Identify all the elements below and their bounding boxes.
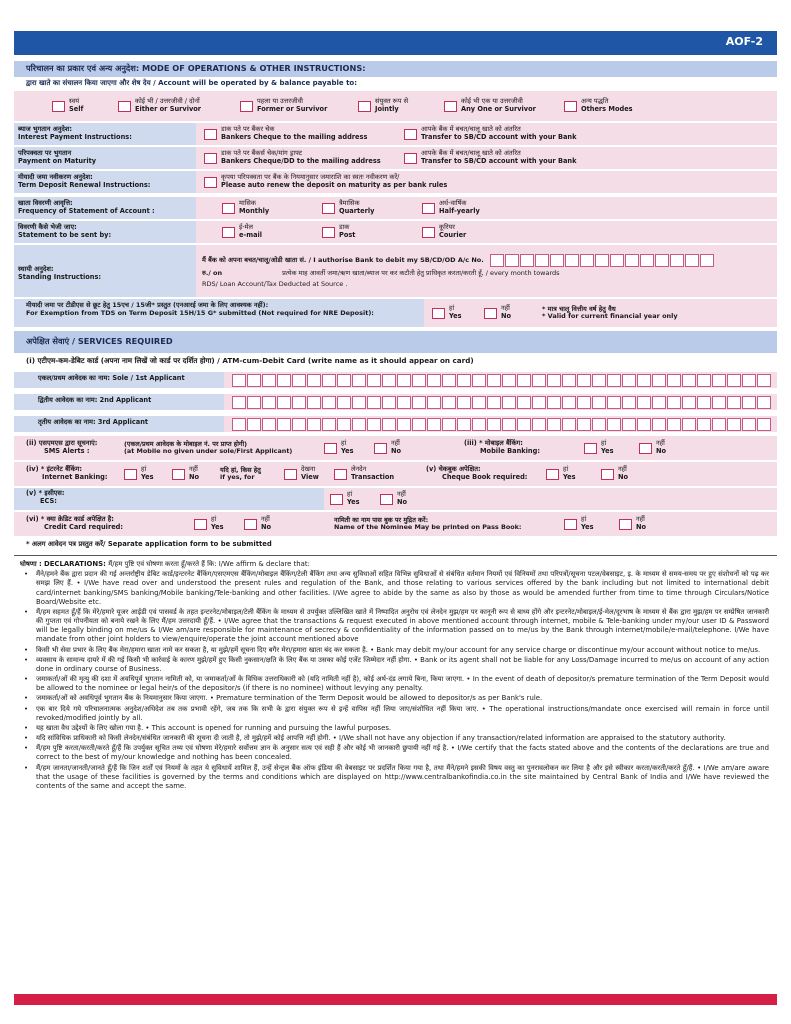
checkbox[interactable] <box>404 129 417 140</box>
char-cell[interactable] <box>727 418 741 431</box>
declarations-section <box>14 560 777 990</box>
declaration-item: • मैंने/हमने बैंक द्वारा प्रदान की गई अन्तर्राष्ट्रीय डेबिट कार्ड/इन्टरनेट बैंकिंग/एसएमएस बैंकिंग/मोबाइल बैंकिंग/टेली बैंकिंग तथा अन्य सुविधाओं सहित विभिन्न सुविधाओं से संबंधित वर्तमान नियमों एवं विनियमों तथा परिपत्रों/सूचना पटल/वेबसाइट, इ. के माध्यम से समय-समय पर हुए संशोधनों को पढ़ कर समझ लिए हैं. • I/We have read over and understood the present rules and regulation of the Bank, and those relating to various services offered by the bank including but not limited to international debit card/internet banking/SMS banking/Mobile banking/Tele-banking and other facilities. I/We agree to abide by the same as also by those as would be amended further from time to time through Circulars/Notice Board/Website etc. <box>20 570 769 607</box>
char-cell[interactable] <box>397 374 411 387</box>
atm-card-label: (i) एटीएम-कम-डेबिट कार्ड (अपना नाम लिखें जो कार्ड पर दर्शित होगा) / ATM-cum-Debit Card (write name as it should appear on card) <box>26 356 474 365</box>
char-cell[interactable] <box>457 418 471 431</box>
sb-account-number-field[interactable] <box>490 254 715 267</box>
credit-no[interactable]: नहीं No <box>244 516 334 531</box>
char-cell[interactable] <box>562 418 576 431</box>
char-cell[interactable] <box>292 396 306 409</box>
ecs-label: (v) * इसीएस: ECS: <box>14 488 324 510</box>
interest-transfer-option[interactable]: आपके बैंक में बचत/चालू खाते को अंतरित Transfer to SB/CD account with your Bank <box>404 126 624 141</box>
char-cell[interactable] <box>427 418 441 431</box>
char-cell[interactable] <box>532 396 546 409</box>
char-cell[interactable] <box>562 374 576 387</box>
internet-yes[interactable]: हां Yes <box>124 466 172 481</box>
checkbox[interactable] <box>124 469 137 480</box>
char-cell[interactable] <box>607 418 621 431</box>
char-cell[interactable] <box>757 374 771 387</box>
applicant-1-name-field[interactable] <box>232 374 772 387</box>
cheque-yes[interactable]: हां Yes <box>546 466 601 481</box>
char-cell[interactable] <box>307 418 321 431</box>
frequency-label: खाता विवरणी आवृत्ति: Frequency of Statement of Account : <box>14 197 196 219</box>
char-cell[interactable] <box>382 396 396 409</box>
char-cell[interactable] <box>232 374 246 387</box>
char-cell[interactable] <box>682 418 696 431</box>
checkbox[interactable] <box>330 494 343 505</box>
frequency-row <box>14 197 777 219</box>
applicant-2-row <box>14 394 777 410</box>
char-cell[interactable] <box>487 396 501 409</box>
char-cell[interactable] <box>442 396 456 409</box>
tds-yes[interactable]: हां Yes <box>432 305 484 320</box>
declaration-item: • किसी भी सेवा प्रभार के लिए बैंक मेरा/हमारा खाता नामे कर सकता है, या मुझे/हमें सूचना दिए बगैर मेरा/हमारा खाता बंद कर सकता है. • Bank may debit my/our account for any service charge or discontinue my/our account without notice to me/us. <box>20 646 769 655</box>
credit-nominee-row <box>14 512 777 536</box>
ecs-no[interactable]: नहीं No <box>380 491 430 506</box>
char-cell[interactable] <box>382 418 396 431</box>
checkbox[interactable] <box>204 129 217 140</box>
mobile-yes[interactable]: हां Yes <box>584 440 639 455</box>
char-cell[interactable] <box>697 396 711 409</box>
char-cell[interactable] <box>367 418 381 431</box>
sent-by-email[interactable]: ई-मेल e-mail <box>222 224 322 239</box>
char-cell[interactable] <box>592 396 606 409</box>
checkbox[interactable] <box>422 227 435 238</box>
checkbox[interactable] <box>222 203 235 214</box>
checkbox[interactable] <box>546 469 559 480</box>
char-cell[interactable] <box>352 418 366 431</box>
mode-former-or-survivor[interactable]: पहला या उत्तरजीवी Former or Survivor <box>240 98 350 113</box>
internet-banking-label: (iv) * इंटरनेट बैंकिंग: Internet Banking: <box>26 465 108 481</box>
sms-note: (एकल/प्रथम आवेदक के मोबाइल नं. पर प्राप्त होगी) (at Mobile no given under sole/First Applicant) <box>124 439 293 455</box>
char-cell[interactable] <box>577 418 591 431</box>
applicant-1-row <box>14 372 777 388</box>
maturity-transfer-option[interactable]: आपके बैंक में बचत/चालू खाते को अंतरित Transfer to SB/CD account with your Bank <box>404 150 624 165</box>
char-cell[interactable] <box>427 396 441 409</box>
mobile-banking-label: (iii) * मोबाइल बैंकिंग: Mobile Banking: <box>464 439 540 455</box>
char-cell[interactable] <box>727 374 741 387</box>
cheque-book-label: (v) चेकबुक अपेक्षित: Cheque Book required: <box>426 465 528 481</box>
checkbox[interactable] <box>52 101 65 112</box>
nominee-yes[interactable]: हां Yes <box>564 516 619 531</box>
checkbox[interactable] <box>322 227 335 238</box>
separate-form-note: * अलग आवेदन पत्र प्रस्तुत करें/ Separate application form to be submitted <box>26 540 272 548</box>
char-cell[interactable] <box>307 374 321 387</box>
nominee-print-label: नामिती का नाम पास बुक पर मुद्रित करें: Name of the Nominee May be printed on Pass Book: <box>334 515 522 531</box>
declaration-item: • मैं/हम सहमत हूँ/हैं कि मेरे/हमारे यूजर आईडी एवं पासवर्ड के तहत इन्टरनेट/मोबाइल/टेली बैंकिंग के माध्यम से उपर्युक्त उल्लिखित खाते में निष्पादित अनुरोध एवं लेनदेन मुझ/हम पर कानूनी रूप से बाध्य होंगे और इन्टरनेट/मोबाइल/ई-मेल/दूरभाष के माध्यम से बैंक द्वारा मुझ/हम पर सम्प्रेषित जानकारी की गुप्तता एवं गोपनीयता को बनाये रखने के लिए मैं/हम उत्तरदायी हूँ/हैं. • I/We agree that the transactions & request executed in above mentioned account through internet, mobile & Tele-banking under my/our user ID & Password will be legally binding on me/us & I/We am/are responsible for maintenance of secrecy & confidentiality of the information passed on to me/us by the Bank through internet/mobile/e-mail/telephone. I/We have mandate from other joint holders to view/enquire/operate the joint account mentioned above <box>20 608 769 645</box>
checkbox[interactable] <box>564 101 577 112</box>
interest-payment-row <box>14 123 777 145</box>
declaration-item: • यह खाता वैध उद्देश्यों के लिए खोला गया है. • This account is opened for running and pursuing the lawful purposes. <box>20 724 769 733</box>
char-cell[interactable] <box>247 396 261 409</box>
sms-no[interactable]: नहीं No <box>374 440 464 455</box>
declaration-item: • जमाकर्ता/ओं की मृत्यु की दशा में अवधिपूर्व भुगतान नामिती को, या जमाकर्ता/ओं के विधिक उत्तराधिकारी को (यदि नामिती नहीं है), कोई अर्थ-दंड लगाये बिना, किया जाएगा. • In the event of death of depositor/s premature termination of the Term Deposit would be allowed to the nominee or legal heir/s of the depositor/s (if there is no nominee) without levying any penalty. <box>20 675 769 693</box>
char-cell[interactable] <box>322 418 336 431</box>
char-cell[interactable] <box>712 396 726 409</box>
checkbox[interactable] <box>194 519 207 530</box>
auto-renew-option[interactable]: कृपया परिपक्वता पर बैंक के नियमानुसार जमाराशि का स्वतः नवीकरण करें/ Please auto renew the deposit on maturity as per bank rules <box>204 174 447 189</box>
checkbox[interactable] <box>244 519 257 530</box>
char-cell[interactable] <box>307 396 321 409</box>
checkbox[interactable] <box>334 469 347 480</box>
char-cell[interactable] <box>532 374 546 387</box>
services-heading: अपेक्षित सेवाएं / SERVICES REQUIRED <box>14 331 777 353</box>
char-cell[interactable] <box>577 374 591 387</box>
applicant-3-label: तृतीय आवेदक का नाम: 3rd Applicant <box>14 416 224 432</box>
internet-cheque-row <box>14 462 777 486</box>
checkbox[interactable] <box>358 101 371 112</box>
checkbox[interactable] <box>284 469 297 480</box>
char-cell[interactable] <box>637 418 651 431</box>
char-cell[interactable] <box>592 374 606 387</box>
char-cell[interactable] <box>322 396 336 409</box>
char-cell[interactable] <box>502 396 516 409</box>
modes-section-heading: परिचालन का प्रकार एवं अन्य अनुदेश: MODE OF OPERATIONS & OTHER INSTRUCTIONS: <box>14 61 777 77</box>
char-cell[interactable] <box>517 374 531 387</box>
char-cell[interactable] <box>412 374 426 387</box>
checkbox[interactable] <box>240 101 253 112</box>
sent-by-label: विवरणी कैसे भेजी जाए: Statement to be sent by: <box>14 221 196 243</box>
maturity-row <box>14 147 777 169</box>
char-cell[interactable] <box>757 418 771 431</box>
form-code: AOF-2 <box>725 35 763 48</box>
renewal-row <box>14 171 777 193</box>
char-cell[interactable] <box>667 396 681 409</box>
applicant-3-name-field[interactable] <box>232 418 772 431</box>
char-cell[interactable] <box>337 396 351 409</box>
checkbox[interactable] <box>444 101 457 112</box>
ecs-row <box>14 488 777 510</box>
credit-yes[interactable]: हां Yes <box>194 516 244 531</box>
char-cell[interactable] <box>502 418 516 431</box>
internet-if-yes-label: यदि हां, किस हेतु if yes, for <box>220 465 261 481</box>
char-cell[interactable] <box>262 396 276 409</box>
char-cell[interactable] <box>607 374 621 387</box>
applicant-1-label: एकल/प्रथम आवेदक का नाम: Sole / 1st Applicant <box>14 372 224 388</box>
char-cell[interactable] <box>367 396 381 409</box>
char-cell[interactable] <box>547 418 561 431</box>
header-bar <box>14 31 777 55</box>
sms-yes[interactable]: हां Yes <box>324 440 374 455</box>
mode-others[interactable]: अन्य पद्धति Others Modes <box>564 98 674 113</box>
char-cell[interactable] <box>667 374 681 387</box>
char-cell[interactable] <box>547 374 561 387</box>
char-cell[interactable] <box>397 418 411 431</box>
char-cell[interactable] <box>697 374 711 387</box>
char-cell[interactable] <box>397 396 411 409</box>
credit-card-label: (vi) * क्या क्रेडिट कार्ड अपेक्षित है: Credit Card required: <box>26 515 124 531</box>
char-cell[interactable] <box>232 396 246 409</box>
sent-by-row <box>14 221 777 243</box>
operated-by-label: द्वारा खाते का संचालन किया जाएगा और शेष देय / Account will be operated by & balance payable to: <box>26 79 358 87</box>
char-cell[interactable] <box>562 396 576 409</box>
maturity-cheque-option[interactable]: डाक पते पर बैंकर्स चेक/मांग ड्राफ्ट Bankers Cheque/DD to the mailing address <box>204 150 404 165</box>
checkbox[interactable] <box>639 443 652 454</box>
checkbox[interactable] <box>380 494 393 505</box>
mode-self[interactable]: स्वयं Self <box>52 98 110 113</box>
declaration-item: • एक बार दिये गये परिचालनात्मक अनुदेश/अधिदेश तब तक प्रभावी रहेंगे, जब तक कि सभी के द्वारा संयुक्त रूप से इन्हें वापिस नहीं लिया जाए/संशोधित नहीं किया जाए. • The operational instructions/mandate once exercised will remain in force until revoked/modified jointly by all. <box>20 705 769 723</box>
char-cell[interactable] <box>262 374 276 387</box>
char-cell[interactable] <box>442 374 456 387</box>
ecs-yes[interactable]: हां Yes <box>330 491 380 506</box>
checkbox[interactable] <box>118 101 131 112</box>
checkbox[interactable] <box>601 469 614 480</box>
applicant-2-name-field[interactable] <box>232 396 772 409</box>
char-cell[interactable] <box>727 396 741 409</box>
char-cell[interactable] <box>412 418 426 431</box>
char-cell[interactable] <box>367 374 381 387</box>
checkbox[interactable] <box>204 177 217 188</box>
char-cell[interactable] <box>637 396 651 409</box>
internet-transaction[interactable]: लेनदेन Transaction <box>334 466 426 481</box>
divider <box>14 555 777 556</box>
internet-no[interactable]: नहीं No <box>172 466 220 481</box>
nominee-no[interactable]: नहीं No <box>619 516 669 531</box>
mode-jointly[interactable]: संयुक्त रूप से Jointly <box>358 98 436 113</box>
declaration-item: • व्यवसाय के सामान्य दायरे में की गई किसी भी कार्रवाई के कारण मुझे/हमें हुए किसी नुकसान/क्षति के लिए बैंक या उसका कोई एजेंट जिम्मेदार नहीं होगा. • Bank or its agent shall not be liable for any Loss/Damage incurred to me/us on account of any action done in ordinary course of Business. <box>20 656 769 674</box>
checkbox[interactable] <box>422 203 435 214</box>
applicant-3-row <box>14 416 777 432</box>
char-cell[interactable] <box>592 418 606 431</box>
operation-mode-options <box>14 91 777 121</box>
frequency-quarterly[interactable]: त्रैमासिक Quarterly <box>322 200 422 215</box>
char-cell[interactable] <box>472 396 486 409</box>
maturity-label: परिपक्वता पर भुगतान Payment on Maturity <box>14 147 196 169</box>
tds-no[interactable]: नहीं No <box>484 305 536 320</box>
declaration-item: • मैं/हम जानता/जानती/जानते हूँ/हैं कि जिन शर्तों एवं नियमों के तहत ये सुविधायें शामिल हैं, उन्हें सेन्ट्रल बैंक ऑफ इंडिया की वेबसाइट पर प्रदर्शित किया गया है, तथा मैंने/हमने इसकी विषय वस्तु का पुनरावलोकन कर लिया है और इसे स्वीकार करता/करती/करते हूँ/हैं. • I/We am/are aware that the usage of these facilities is governed by the terms and conditions which are displayed on http://www.centralbankofindia.co.in the site maintained by Central Bank of India and I/We have reviewed the contents of the same and accept the same. <box>20 764 769 792</box>
checkbox[interactable] <box>584 443 597 454</box>
char-cell[interactable] <box>547 396 561 409</box>
char-cell[interactable] <box>247 418 261 431</box>
char-cell[interactable] <box>382 374 396 387</box>
char-cell[interactable] <box>667 418 681 431</box>
checkbox[interactable] <box>432 308 445 319</box>
char-cell[interactable] <box>697 418 711 431</box>
mode-any-one-or-survivor[interactable]: कोई भी एक या उत्तरजीवी Any One or Survivor <box>444 98 556 113</box>
standing-label: स्थायी अनुदेश: Standing Instructions: <box>14 245 196 297</box>
char-cell[interactable] <box>577 396 591 409</box>
char-cell[interactable] <box>457 374 471 387</box>
char-cell[interactable] <box>277 374 291 387</box>
internet-view[interactable]: देखना View <box>284 466 334 481</box>
char-cell[interactable] <box>682 396 696 409</box>
char-cell[interactable] <box>652 374 666 387</box>
applicant-2-label: द्वितीय आवेदक का नाम: 2nd Applicant <box>14 394 224 410</box>
checkbox[interactable] <box>619 519 632 530</box>
char-cell[interactable] <box>742 418 756 431</box>
char-cell[interactable] <box>622 374 636 387</box>
declaration-item: • मैं/हम पुष्टि करता/करती/करते हूँ/हैं कि उपर्युक्त सूचित तथ्य एवं घोषणा मेरे/हमारे सर्वोत्तम ज्ञान के अनुसार सत्य एवं सही हैं और कोई भी जानकारी छुपायी नहीं गई है. • I/We certify that the facts stated above and the contents of the declarations are true and correct to the best of my/our knowledge and nothing has been concealed. <box>20 744 769 762</box>
char-cell[interactable] <box>472 374 486 387</box>
sent-by-courier[interactable]: कूरियर Courier <box>422 224 532 239</box>
char-cell[interactable] <box>277 396 291 409</box>
checkbox[interactable] <box>374 443 387 454</box>
sent-by-post[interactable]: डाक Post <box>322 224 422 239</box>
char-cell[interactable] <box>532 418 546 431</box>
frequency-monthly[interactable]: मासिक Monthly <box>222 200 322 215</box>
char-cell[interactable] <box>292 418 306 431</box>
char-cell[interactable] <box>742 374 756 387</box>
standing-row <box>14 245 777 297</box>
checkbox[interactable] <box>172 469 185 480</box>
char-cell[interactable] <box>622 396 636 409</box>
char-cell[interactable] <box>607 396 621 409</box>
interest-payment-label: ब्याज भुगतान अनुदेश: Interest Payment Instructions: <box>14 123 196 145</box>
char-cell[interactable] <box>652 396 666 409</box>
char-cell[interactable] <box>412 396 426 409</box>
char-cell[interactable] <box>622 418 636 431</box>
char-cell[interactable] <box>232 418 246 431</box>
char-cell[interactable] <box>262 418 276 431</box>
char-cell[interactable] <box>472 418 486 431</box>
tds-exemption-row <box>14 299 777 327</box>
char-cell[interactable] <box>652 418 666 431</box>
checkbox[interactable] <box>222 227 235 238</box>
checkbox[interactable] <box>484 308 497 319</box>
char-cell[interactable] <box>757 396 771 409</box>
char-cell[interactable] <box>337 418 351 431</box>
checkbox[interactable] <box>324 443 337 454</box>
char-cell[interactable] <box>352 396 366 409</box>
mode-either-or-survivor[interactable]: कोई भी / उत्तरजीवी / दोनों Either or Survivor <box>118 98 232 113</box>
standing-instructions-text: मैं बैंक को अपना बचत/चालू/ओडी खाता सं. / I authorise Bank to debit my SB/CD/OD A/c No. रु./ on प्रत्येक माह आवर्ती जमा/ऋण खाता/ब्याज पर कर कटौती हेतु प्राधिकृत करता/करती हूँ, / every month towards RDS/ Loan Account/Tax Deducted at Source . <box>202 254 715 287</box>
char-cell[interactable] <box>247 374 261 387</box>
char-cell[interactable] <box>487 418 501 431</box>
mobile-no[interactable]: नहीं No <box>639 440 689 455</box>
interest-bankers-cheque-option[interactable]: डाक पते पर बैंकर चेक Bankers Cheque to the mailing address <box>204 126 404 141</box>
declaration-item: • जमाकर्ता/ओं को अवधिपूर्व भुगतान बैंक के नियमानुसार किया जाएगा. • Premature termination of the Term Deposit would be allowed to depositor/s as per Bank's rule. <box>20 694 769 703</box>
frequency-half-yearly[interactable]: अर्ध-वार्षिक Half-yearly <box>422 200 532 215</box>
char-cell[interactable] <box>742 396 756 409</box>
checkbox[interactable] <box>204 153 217 164</box>
char-cell[interactable] <box>637 374 651 387</box>
char-cell[interactable] <box>712 418 726 431</box>
char-cell[interactable] <box>442 418 456 431</box>
cheque-no[interactable]: नहीं No <box>601 466 651 481</box>
char-cell[interactable] <box>427 374 441 387</box>
char-cell[interactable] <box>277 418 291 431</box>
footer-bar <box>14 994 777 1005</box>
char-cell[interactable] <box>322 374 336 387</box>
char-cell[interactable] <box>712 374 726 387</box>
char-cell[interactable] <box>682 374 696 387</box>
tds-note: * मात्र चालू वित्तीय वर्ष हेतु वैध * Valid for current financial year only <box>542 304 678 320</box>
tds-label: मीयादी जमा पर टीडीएस से छूट हेतु 15एच / 15जी* प्रस्तुत (एनआरई जमा के लिए आवश्यक नहीं): For Exemption from TDS on Term Deposit 15H/15 G* submitted (Not required for NRE Deposit): <box>14 299 424 327</box>
checkbox[interactable] <box>564 519 577 530</box>
checkbox[interactable] <box>322 203 335 214</box>
sms-alerts-label: (ii) एसएमएस द्वारा सूचनाएं: SMS Alerts : <box>26 439 98 455</box>
declaration-item: • यदि सांविधिक प्राधिकारी को किसी लेनदेन/संबंधित जानकारी की सूचना दी जाती है, तो मुझे/हमें कोई आपत्ति नहीं होगी. • I/We shall not have any objection if any transaction/related information are appraised to the statutory authority. <box>20 734 769 743</box>
renewal-label: मीयादी जमा नवीकरण अनुदेश: Term Deposit Renewal Instructions: <box>14 171 196 193</box>
checkbox[interactable] <box>404 153 417 164</box>
declarations-heading: घोषणा : DECLARATIONS: मैं/हम पुष्टि एवं घोषणा करता हूँ/करते हैं कि: I/We affirm & declare that: <box>20 560 310 568</box>
char-cell[interactable] <box>517 418 531 431</box>
char-cell[interactable] <box>352 374 366 387</box>
char-cell[interactable] <box>337 374 351 387</box>
char-cell[interactable] <box>292 374 306 387</box>
char-cell[interactable] <box>487 374 501 387</box>
char-cell[interactable] <box>517 396 531 409</box>
char-cell[interactable] <box>457 396 471 409</box>
sms-mobile-row <box>14 436 777 460</box>
char-cell[interactable] <box>502 374 516 387</box>
